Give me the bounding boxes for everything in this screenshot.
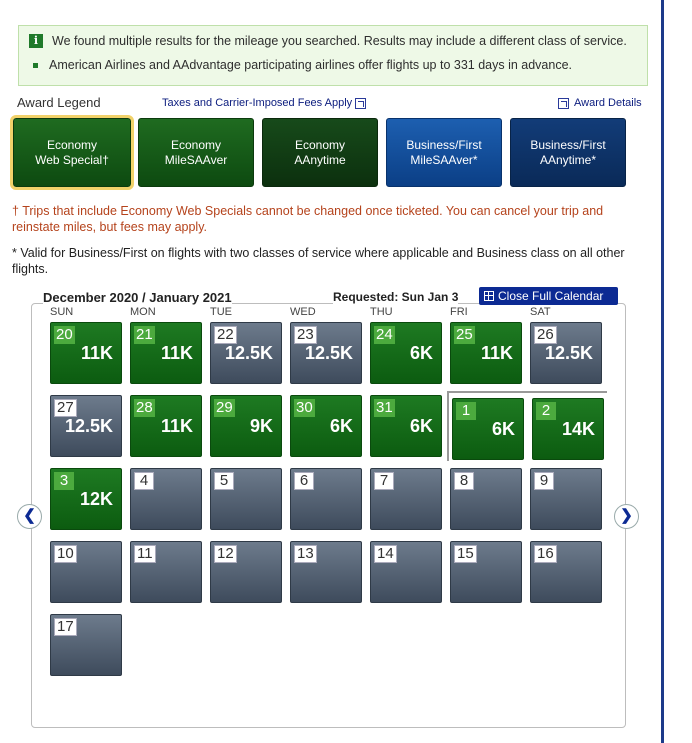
calendar-day-cell	[50, 395, 122, 457]
day-number: 21	[136, 326, 153, 343]
calendar-day-cell[interactable]	[532, 398, 604, 460]
calendar-day-cell	[50, 541, 122, 603]
requested-date: Requested: Sun Jan 3	[333, 290, 459, 304]
calendar-day-cell	[450, 541, 522, 603]
legend-economy-milesaaver[interactable]: Economy MileSAAver	[138, 118, 254, 187]
dow-sat: SAT	[530, 306, 551, 318]
calendar-grid-icon	[484, 291, 494, 301]
day-number: 1	[456, 402, 476, 420]
calendar-day-cell[interactable]	[50, 322, 122, 384]
calendar-day-cell	[530, 322, 602, 384]
close-calendar-button[interactable]: Close Full Calendar	[479, 287, 618, 305]
day-number: 17	[54, 618, 77, 636]
external-link-icon	[355, 98, 366, 109]
mileage-price: 11K	[480, 343, 513, 363]
day-number: 11	[134, 545, 156, 563]
legend-business-aanytime[interactable]: Business/First AAnytime*	[510, 118, 626, 187]
day-number: 24	[376, 326, 393, 343]
calendar-day-cell	[530, 468, 602, 530]
day-number: 27	[54, 399, 77, 417]
calendar-day-cell	[370, 468, 442, 530]
mileage-price: 6K	[329, 416, 353, 436]
calendar-day-cell	[530, 541, 602, 603]
mileage-price: 12.5K	[304, 343, 353, 363]
calendar-day-cell	[210, 541, 282, 603]
calendar-day-cell	[290, 322, 362, 384]
day-number: 12	[214, 545, 237, 563]
bullet-icon	[33, 63, 38, 68]
day-number: 20	[56, 326, 73, 343]
legend-business-milesaaver[interactable]: Business/First MileSAAver*	[386, 118, 502, 187]
calendar-day-cell	[450, 468, 522, 530]
dow-sun: SUN	[50, 306, 74, 318]
day-number: 28	[136, 399, 153, 416]
calendar-day-cell[interactable]	[210, 395, 282, 457]
calendar-day-cell	[290, 541, 362, 603]
calendar-day-cell[interactable]	[370, 395, 442, 457]
calendar-day-cell[interactable]	[452, 398, 524, 460]
business-first-note: * Valid for Business/First on flights with two classes of service where applicable and Business class on all other flights.	[12, 246, 625, 276]
mileage-price: 11K	[160, 416, 193, 436]
day-number: 16	[534, 545, 557, 563]
dow-wed: WED	[290, 306, 316, 318]
calendar-day-cell[interactable]	[370, 322, 442, 384]
day-number: 7	[374, 472, 394, 490]
dow-fri: FRI	[450, 306, 468, 318]
day-number: 26	[534, 326, 557, 344]
day-number: 14	[374, 545, 397, 563]
calendar-day-cell	[130, 541, 202, 603]
mileage-price: 12.5K	[64, 416, 113, 436]
chevron-left-icon[interactable]: ❮	[17, 504, 42, 529]
award-legend-title: Award Legend	[17, 95, 101, 110]
calendar-day-cell[interactable]	[450, 322, 522, 384]
dow-mon: MON	[130, 306, 156, 318]
award-details-link[interactable]: Award Details	[558, 97, 642, 109]
dow-tue: TUE	[210, 306, 232, 318]
taxes-fees-link[interactable]: Taxes and Carrier-Imposed Fees Apply	[162, 97, 366, 109]
day-number: 30	[296, 399, 313, 416]
mileage-price: 6K	[409, 416, 433, 436]
calendar-day-cell	[210, 322, 282, 384]
day-number: 23	[294, 326, 317, 344]
mileage-price: 6K	[409, 343, 433, 363]
calendar-day-cell[interactable]	[130, 395, 202, 457]
mileage-price: 11K	[160, 343, 193, 363]
day-number: 10	[54, 545, 77, 563]
legend-economy-web-special[interactable]: Economy Web Special†	[13, 118, 131, 187]
mileage-price: 6K	[491, 419, 515, 439]
mileage-price: 14K	[561, 419, 595, 439]
day-number: 25	[456, 326, 473, 343]
chevron-right-icon[interactable]: ❯	[614, 504, 639, 529]
info-icon: i	[29, 34, 43, 48]
day-number: 29	[216, 399, 233, 416]
day-number: 15	[454, 545, 477, 563]
calendar-day-cell	[130, 468, 202, 530]
day-number: 3	[54, 472, 74, 490]
mileage-price: 11K	[80, 343, 113, 363]
calendar-day-cell	[50, 614, 122, 676]
page-border	[661, 0, 664, 743]
calendar-month-heading: December 2020 / January 2021	[43, 290, 232, 305]
calendar-day-cell[interactable]	[50, 468, 122, 530]
day-number: 9	[534, 472, 554, 490]
web-special-note: † Trips that include Economy Web Specials cannot be changed once ticketed. You can cancel your trip and reinstate miles, but fees may apply.	[12, 204, 604, 234]
mileage-price: 12.5K	[544, 343, 593, 363]
mileage-price: 12K	[79, 489, 113, 509]
notice-line-1: We found multiple results for the mileage you searched. Results may include a different class of service.	[52, 34, 627, 48]
calendar-day-cell	[370, 541, 442, 603]
notice-line-2: American Airlines and AAdvantage participating airlines offer flights up to 331 days in advance.	[49, 58, 573, 72]
day-number: 31	[376, 399, 393, 416]
day-number: 6	[294, 472, 314, 490]
calendar-day-cell[interactable]	[290, 395, 362, 457]
day-number: 2	[536, 402, 556, 420]
calendar-day-cell	[210, 468, 282, 530]
external-link-icon	[558, 98, 569, 109]
day-number: 8	[454, 472, 474, 490]
day-number: 13	[294, 545, 317, 563]
results-notice	[18, 25, 648, 86]
mileage-price: 9K	[249, 416, 273, 436]
dow-thu: THU	[370, 306, 393, 318]
mileage-price: 12.5K	[224, 343, 273, 363]
calendar-day-cell	[290, 468, 362, 530]
day-number: 22	[214, 326, 237, 344]
day-number: 4	[134, 472, 154, 490]
legend-economy-aanytime[interactable]: Economy AAnytime	[262, 118, 378, 187]
day-number: 5	[214, 472, 234, 490]
calendar-day-cell[interactable]	[130, 322, 202, 384]
